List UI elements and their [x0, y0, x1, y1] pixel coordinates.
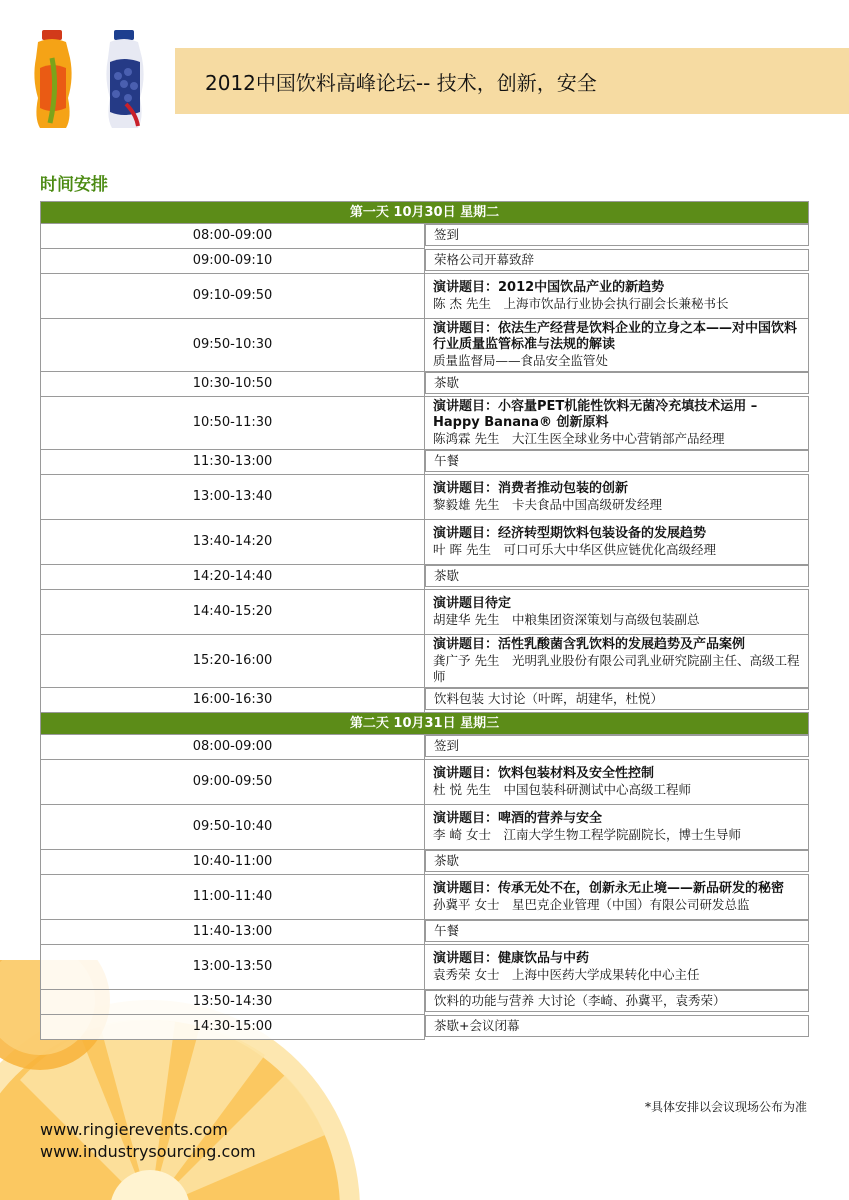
session-cell — [425, 319, 809, 372]
time-slot: 08:00-09:00 — [41, 735, 425, 760]
session-cell: 签到 — [425, 224, 809, 246]
schedule-table — [40, 201, 809, 1040]
schedule-row — [41, 319, 809, 372]
website-link-ringierevents[interactable]: www.ringierevents.com — [40, 1120, 228, 1139]
session-cell — [425, 520, 809, 565]
talk-title: 演讲题目：啤酒的营养与安全 — [433, 811, 603, 826]
session-cell: 茶歇 — [425, 372, 809, 394]
header-banner — [175, 48, 849, 114]
session-cell — [425, 590, 809, 635]
schedule-row — [41, 805, 809, 850]
session-cell — [425, 635, 809, 688]
session-cell: 荣格公司开幕致辞 — [425, 249, 809, 271]
time-slot: 13:50-14:30 — [41, 990, 425, 1015]
session-cell — [425, 397, 809, 450]
schedule-row — [41, 397, 809, 450]
schedule-row — [41, 688, 809, 713]
talk-title: 演讲题目待定 — [433, 596, 512, 611]
session-cell — [425, 875, 809, 920]
talk-speaker: 陈鸿霖 先生 大江生医全球业务中心营销部产品经理 — [433, 431, 725, 446]
schedule-row — [41, 735, 809, 760]
time-slot: 09:50-10:40 — [41, 805, 425, 850]
schedule-heading: 时间安排 — [40, 175, 108, 195]
time-slot: 13:40-14:20 — [41, 520, 425, 565]
schedule-row — [41, 224, 809, 249]
session-cell — [425, 475, 809, 520]
time-slot: 11:30-13:00 — [41, 450, 425, 475]
day-header-row — [41, 202, 809, 224]
schedule-row — [41, 945, 809, 990]
talk-title: 演讲题目：饮料包装材料及安全性控制 — [433, 766, 655, 781]
website-link-industrysourcing[interactable]: www.industrysourcing.com — [40, 1142, 256, 1161]
talk-speaker: 叶 晖 先生 可口可乐大中华区供应链优化高级经理 — [433, 542, 716, 557]
schedule-row — [41, 249, 809, 274]
talk-title: 演讲题目：传承无处不在，创新永无止境——新品研发的秘密 — [433, 881, 785, 896]
talk-speaker: 李 崎 女士 江南大学生物工程学院副院长，博士生导师 — [433, 827, 741, 842]
talk-speaker: 杜 悦 先生 中国包装科研测试中心高级工程师 — [433, 782, 691, 797]
session-cell: 茶歇+会议闭幕 — [425, 1015, 809, 1037]
schedule-row — [41, 920, 809, 945]
schedule-row — [41, 450, 809, 475]
schedule-row — [41, 475, 809, 520]
schedule-row — [41, 520, 809, 565]
time-slot: 16:00-16:30 — [41, 688, 425, 713]
time-slot: 15:20-16:00 — [41, 635, 425, 688]
talk-speaker: 质量监督局——食品安全监管处 — [433, 353, 609, 368]
session-cell — [425, 274, 809, 319]
schedule-row — [41, 565, 809, 590]
schedule-row — [41, 372, 809, 397]
session-cell: 饮料的功能与营养 大讨论（李崎、孙冀平，袁秀荣） — [425, 990, 809, 1012]
day-header-row — [41, 713, 809, 735]
session-cell: 签到 — [425, 735, 809, 757]
talk-speaker: 孙冀平 女士 星巴克企业管理（中国）有限公司研发总监 — [433, 897, 750, 912]
schedule-row — [41, 635, 809, 688]
time-slot: 10:30-10:50 — [41, 372, 425, 397]
session-cell: 午餐 — [425, 920, 809, 942]
page-title: 2012中国饮料高峰论坛-- 技术，创新，安全 — [205, 71, 597, 95]
talk-speaker: 袁秀荣 女士 上海中医药大学成果转化中心主任 — [433, 967, 700, 982]
time-slot: 14:30-15:00 — [41, 1015, 425, 1040]
time-slot: 13:00-13:40 — [41, 475, 425, 520]
session-cell: 午餐 — [425, 450, 809, 472]
time-slot: 14:40-15:20 — [41, 590, 425, 635]
talk-speaker: 黎毅雄 先生 卡夫食品中国高级研发经理 — [433, 497, 662, 512]
talk-speaker: 陈 杰 先生 上海市饮品行业协会执行副会长兼秘书长 — [433, 296, 729, 311]
session-cell: 饮料包装 大讨论（叶晖，胡建华，杜悦） — [425, 688, 809, 710]
time-slot: 08:00-09:00 — [41, 224, 425, 249]
talk-title: 演讲题目：依法生产经营是饮料企业的立身之本——对中国饮料行业质量监管标准与法规的解读 — [433, 321, 798, 352]
time-slot: 10:50-11:30 — [41, 397, 425, 450]
session-cell — [425, 945, 809, 990]
talk-title: 演讲题目：经济转型期饮料包装设备的发展趋势 — [433, 526, 707, 541]
time-slot: 10:40-11:00 — [41, 850, 425, 875]
time-slot: 09:00-09:50 — [41, 760, 425, 805]
day-header: 第二天 10月31日 星期三 — [41, 713, 809, 735]
time-slot: 14:20-14:40 — [41, 565, 425, 590]
schedule-row — [41, 590, 809, 635]
talk-title: 演讲题目：活性乳酸菌含乳饮料的发展趋势及产品案例 — [433, 637, 746, 652]
talk-title: 演讲题目：健康饮品与中药 — [433, 951, 590, 966]
talk-title: 演讲题目：消费者推动包装的创新 — [433, 481, 629, 496]
session-cell — [425, 805, 809, 850]
time-slot: 09:00-09:10 — [41, 249, 425, 274]
talk-speaker: 龚广予 先生 光明乳业股份有限公司乳业研究院副主任、高级工程师 — [433, 653, 800, 684]
time-slot: 09:50-10:30 — [41, 319, 425, 372]
talk-title: 演讲题目：小容量PET机能性饮料无菌冷充填技术运用 – Happy Banana® 创新原料 — [433, 399, 758, 430]
time-slot: 13:00-13:50 — [41, 945, 425, 990]
session-cell: 茶歇 — [425, 565, 809, 587]
day-header: 第一天 10月30日 星期二 — [41, 202, 809, 224]
schedule-row — [41, 760, 809, 805]
schedule-note: *具体安排以会议现场公布为准 — [644, 1100, 807, 1114]
time-slot: 11:40-13:00 — [41, 920, 425, 945]
schedule-row — [41, 274, 809, 319]
schedule-row — [41, 875, 809, 920]
time-slot: 11:00-11:40 — [41, 875, 425, 920]
schedule-row — [41, 850, 809, 875]
talk-title: 演讲题目：2012中国饮品产业的新趋势 — [433, 280, 665, 295]
time-slot: 09:10-09:50 — [41, 274, 425, 319]
juice-bottles-logo — [28, 28, 150, 138]
schedule-row — [41, 1015, 809, 1040]
session-cell: 茶歇 — [425, 850, 809, 872]
schedule-row — [41, 990, 809, 1015]
session-cell — [425, 760, 809, 805]
talk-speaker: 胡建华 先生 中粮集团资深策划与高级包装副总 — [433, 612, 700, 627]
